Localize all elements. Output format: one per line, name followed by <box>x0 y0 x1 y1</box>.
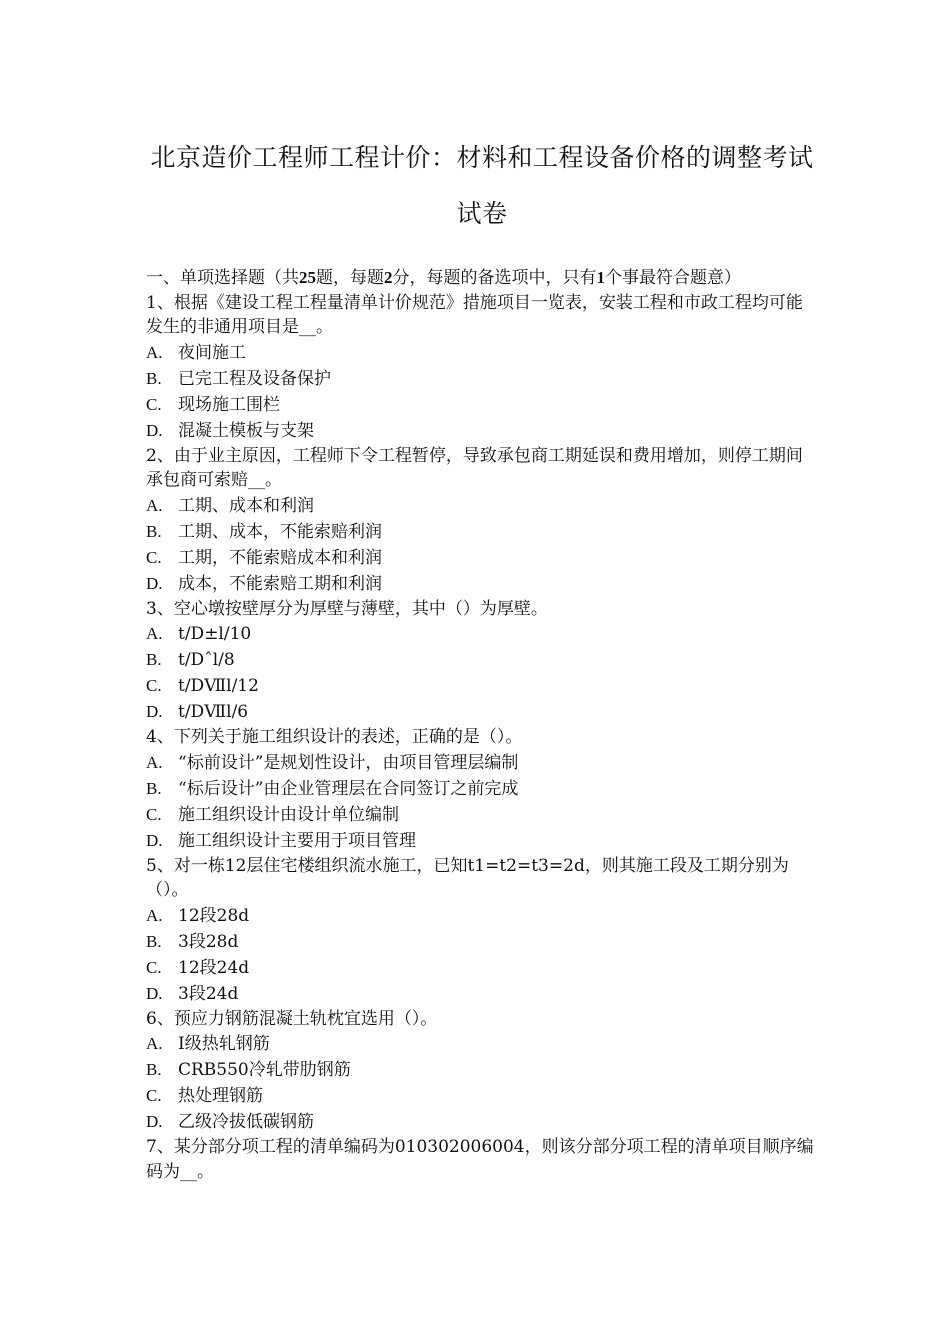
option-text: “标后设计”由企业管理层在合同签订之前完成 <box>178 778 519 799</box>
option-letter: D. <box>146 1112 163 1131</box>
answer-option <box>146 929 818 955</box>
option-text: 混凝土模板与支架 <box>178 420 314 441</box>
option-letter: D. <box>146 420 163 440</box>
option-letter: A. <box>146 905 163 925</box>
option-letter: B. <box>146 778 162 798</box>
question-text: 6、预应力钢筋混凝土轨枕宜选用（）。 <box>146 1008 438 1029</box>
option-letter: D. <box>146 983 163 1003</box>
option-text: 工期、成本和利润 <box>178 495 314 516</box>
option-letter: C. <box>146 676 162 695</box>
option-letter: A. <box>146 624 163 643</box>
option-text: CRB550冷轧带肋钢筋 <box>178 1060 351 1080</box>
answer-option <box>146 673 818 699</box>
section-header: 一、单项选择题（共25题，每题2分，每题的备选项中，只有1个事最符合题意） <box>146 268 741 288</box>
question-block <box>146 444 818 597</box>
question-text: 3、空心墩按壁厚分为厚壁与薄壁，其中（）为厚壁。 <box>146 598 548 619</box>
question-block <box>146 597 818 726</box>
answer-option <box>146 418 818 444</box>
document-title <box>146 130 818 242</box>
answer-option <box>146 802 818 828</box>
option-letter: A. <box>146 752 163 772</box>
answer-option <box>146 519 818 545</box>
answer-option <box>146 828 818 854</box>
answer-option <box>146 571 818 597</box>
option-letter: C. <box>146 394 162 414</box>
option-text: 施工组织设计由设计单位编制 <box>178 804 399 825</box>
option-text: 现场施工围栏 <box>178 394 280 415</box>
option-letter: C. <box>146 804 162 824</box>
option-text: Ⅰ级热轧钢筋 <box>178 1034 270 1054</box>
option-text: 12段24d <box>178 957 250 978</box>
answer-option <box>146 903 818 929</box>
option-letter: B. <box>146 650 162 669</box>
option-letter: C. <box>146 957 162 977</box>
answer-option <box>146 493 818 519</box>
option-letter: A. <box>146 1034 163 1053</box>
option-text: t/D±l/10 <box>178 624 252 644</box>
document-page <box>146 130 818 1184</box>
answer-option <box>146 750 818 776</box>
points-per-question: 2 <box>384 268 393 287</box>
option-text: 工期、成本，不能索赔利润 <box>178 521 382 542</box>
option-text: 成本，不能索赔工期和利润 <box>178 573 382 594</box>
option-text: 已完工程及设备保护 <box>178 368 331 389</box>
question-block <box>146 725 818 854</box>
option-letter: C. <box>146 1086 162 1105</box>
answer-option <box>146 366 818 392</box>
option-letter: B. <box>146 368 162 388</box>
answer-option <box>146 699 818 725</box>
question-block <box>146 1135 818 1184</box>
answer-option <box>146 340 818 366</box>
answer-option <box>146 981 818 1007</box>
option-text: 3段24d <box>178 983 239 1004</box>
question-text: 1、根据《建设工程工程量清单计价规范》措施项目一览表，安装工程和市政工程均可能发生的非通用项目是__。 <box>146 292 803 337</box>
option-text: 工期，不能索赔成本和利润 <box>178 547 382 568</box>
answer-option <box>146 392 818 418</box>
option-text: 夜间施工 <box>178 342 246 363</box>
option-text: “标前设计”是规划性设计，由项目管理层编制 <box>178 752 519 773</box>
question-text: 2、由于业主原因，工程师下令工程暂停，导致承包商工期延误和费用增加，则停工期间承包商可索赔__。 <box>146 445 803 490</box>
title-line-2: 试卷 <box>456 199 508 228</box>
option-letter: B. <box>146 931 162 951</box>
answer-option <box>146 1057 818 1083</box>
option-letter: A. <box>146 342 163 362</box>
answer-option <box>146 1109 818 1135</box>
option-letter: D. <box>146 830 163 850</box>
option-text: t/Dˆl/8 <box>178 650 235 670</box>
option-text: 施工组织设计主要用于项目管理 <box>178 830 416 851</box>
answer-option <box>146 1031 818 1057</box>
question-block <box>146 854 818 1007</box>
option-text: 3段28d <box>178 931 239 952</box>
option-text: 热处理钢筋 <box>178 1086 263 1106</box>
question-list <box>146 291 818 1185</box>
question-block <box>146 291 818 444</box>
answer-option <box>146 955 818 981</box>
answer-option <box>146 621 818 647</box>
question-block <box>146 1007 818 1136</box>
option-text: 12段28d <box>178 905 250 926</box>
answer-option <box>146 776 818 802</box>
option-letter: D. <box>146 702 163 721</box>
option-letter: B. <box>146 1060 162 1079</box>
option-letter: D. <box>146 573 163 593</box>
option-letter: A. <box>146 495 163 515</box>
question-text: 5、对一栋12层住宅楼组织流水施工，已知t1=t2=t3=2d，则其施工段及工期分别为（）。 <box>146 855 789 900</box>
option-text: t/DⅦl/12 <box>178 676 259 696</box>
option-letter: B. <box>146 521 162 541</box>
question-count: 25 <box>299 268 316 287</box>
answer-option <box>146 647 818 673</box>
answer-option <box>146 1083 818 1109</box>
correct-count: 1 <box>596 268 605 287</box>
question-text: 7、某分部分项工程的清单编码为010302006004，则该分部分项工程的清单项目顺序编码为__。 <box>146 1137 814 1182</box>
answer-option <box>146 545 818 571</box>
option-text: 乙级冷拔低碳钢筋 <box>178 1112 314 1132</box>
title-line-1: 北京造价工程师工程计价：材料和工程设备价格的调整考试 <box>150 143 814 172</box>
option-letter: C. <box>146 547 162 567</box>
question-text: 4、下列关于施工组织设计的表述，正确的是（）。 <box>146 727 523 747</box>
option-text: t/DⅦl/6 <box>178 702 249 722</box>
